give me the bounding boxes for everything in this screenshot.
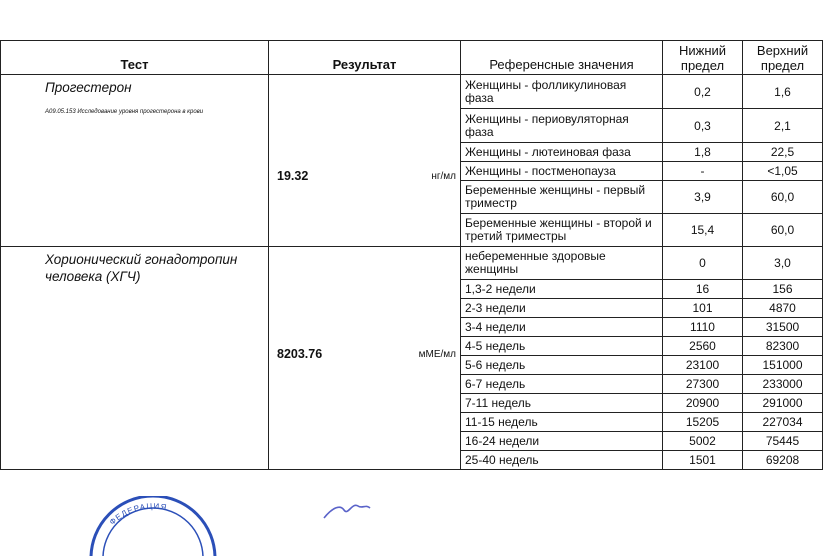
stamp-text: ФЕДЕРАЦИЯ <box>107 501 169 527</box>
ref-lower: 0,2 <box>663 75 743 109</box>
test-cell <box>1 247 269 470</box>
ref-upper: 227034 <box>743 413 823 432</box>
test-cell <box>1 75 269 247</box>
header-test: Тест <box>1 41 269 75</box>
ref-upper: 60,0 <box>743 214 823 247</box>
ref-label: Беременные женщины - второй и третий триместры <box>461 214 663 247</box>
ref-upper: 22,5 <box>743 143 823 162</box>
ref-lower: 2560 <box>663 337 743 356</box>
header-result: Результат <box>269 41 461 75</box>
ref-lower: 1,8 <box>663 143 743 162</box>
ref-upper: 151000 <box>743 356 823 375</box>
ref-label: Женщины - постменопауза <box>461 162 663 181</box>
ref-upper: <1,05 <box>743 162 823 181</box>
ref-label: Женщины - лютеиновая фаза <box>461 143 663 162</box>
test-name: Прогестерон <box>45 80 132 95</box>
ref-lower: 1501 <box>663 451 743 470</box>
ref-label: небеременные здоровые женщины <box>461 247 663 280</box>
ref-lower: 101 <box>663 299 743 318</box>
ref-label: 6-7 недель <box>461 375 663 394</box>
ref-label: 2-3 недели <box>461 299 663 318</box>
result-cell <box>269 75 461 247</box>
ref-lower: 15205 <box>663 413 743 432</box>
ref-label: Беременные женщины - первый триместр <box>461 181 663 214</box>
table-row <box>1 75 823 109</box>
ref-label: Женщины - периовуляторная фаза <box>461 109 663 143</box>
ref-upper: 291000 <box>743 394 823 413</box>
test-code: A09.05.153 Исследование уровня прогестерона в крови <box>45 109 204 115</box>
ref-lower: 27300 <box>663 375 743 394</box>
ref-upper: 4870 <box>743 299 823 318</box>
ref-upper: 1,6 <box>743 75 823 109</box>
ref-lower: 0 <box>663 247 743 280</box>
ref-upper: 82300 <box>743 337 823 356</box>
ref-upper: 3,0 <box>743 247 823 280</box>
result-value: 19.32 <box>277 169 309 183</box>
ref-lower: 20900 <box>663 394 743 413</box>
header-row <box>1 41 823 75</box>
ref-upper: 75445 <box>743 432 823 451</box>
signature-image <box>322 500 372 520</box>
result-unit: нг/мл <box>431 171 456 182</box>
results-body <box>1 75 823 470</box>
ref-lower: 0,3 <box>663 109 743 143</box>
ref-lower: 16 <box>663 280 743 299</box>
ref-upper: 2,1 <box>743 109 823 143</box>
ref-lower: 23100 <box>663 356 743 375</box>
signature-stroke <box>324 505 370 518</box>
ref-lower: 3,9 <box>663 181 743 214</box>
ref-label: 5-6 недель <box>461 356 663 375</box>
ref-lower: 5002 <box>663 432 743 451</box>
header-lower: Нижний предел <box>663 41 743 75</box>
ref-label: 7-11 недель <box>461 394 663 413</box>
ref-lower: - <box>663 162 743 181</box>
ref-label: 11-15 недель <box>461 413 663 432</box>
results-table <box>0 40 823 470</box>
header-upper: Верхний предел <box>743 41 823 75</box>
ref-upper: 69208 <box>743 451 823 470</box>
test-name: Хорионический гонадотропин человека (ХГЧ) <box>45 252 238 284</box>
result-unit: мМЕ/мл <box>418 349 456 360</box>
header-reference: Референсные значения <box>461 41 663 75</box>
ref-label: 16-24 недели <box>461 432 663 451</box>
ref-label: 4-5 недель <box>461 337 663 356</box>
ref-upper: 233000 <box>743 375 823 394</box>
ref-lower: 15,4 <box>663 214 743 247</box>
ref-label: 1,3-2 недели <box>461 280 663 299</box>
ref-label: 3-4 недели <box>461 318 663 337</box>
result-cell <box>269 247 461 470</box>
ref-upper: 31500 <box>743 318 823 337</box>
stamp-image <box>78 496 228 556</box>
table-row <box>1 247 823 280</box>
ref-label: Женщины - фолликулиновая фаза <box>461 75 663 109</box>
ref-lower: 1110 <box>663 318 743 337</box>
ref-label: 25-40 недель <box>461 451 663 470</box>
result-value: 8203.76 <box>277 347 323 361</box>
ref-upper: 60,0 <box>743 181 823 214</box>
ref-upper: 156 <box>743 280 823 299</box>
